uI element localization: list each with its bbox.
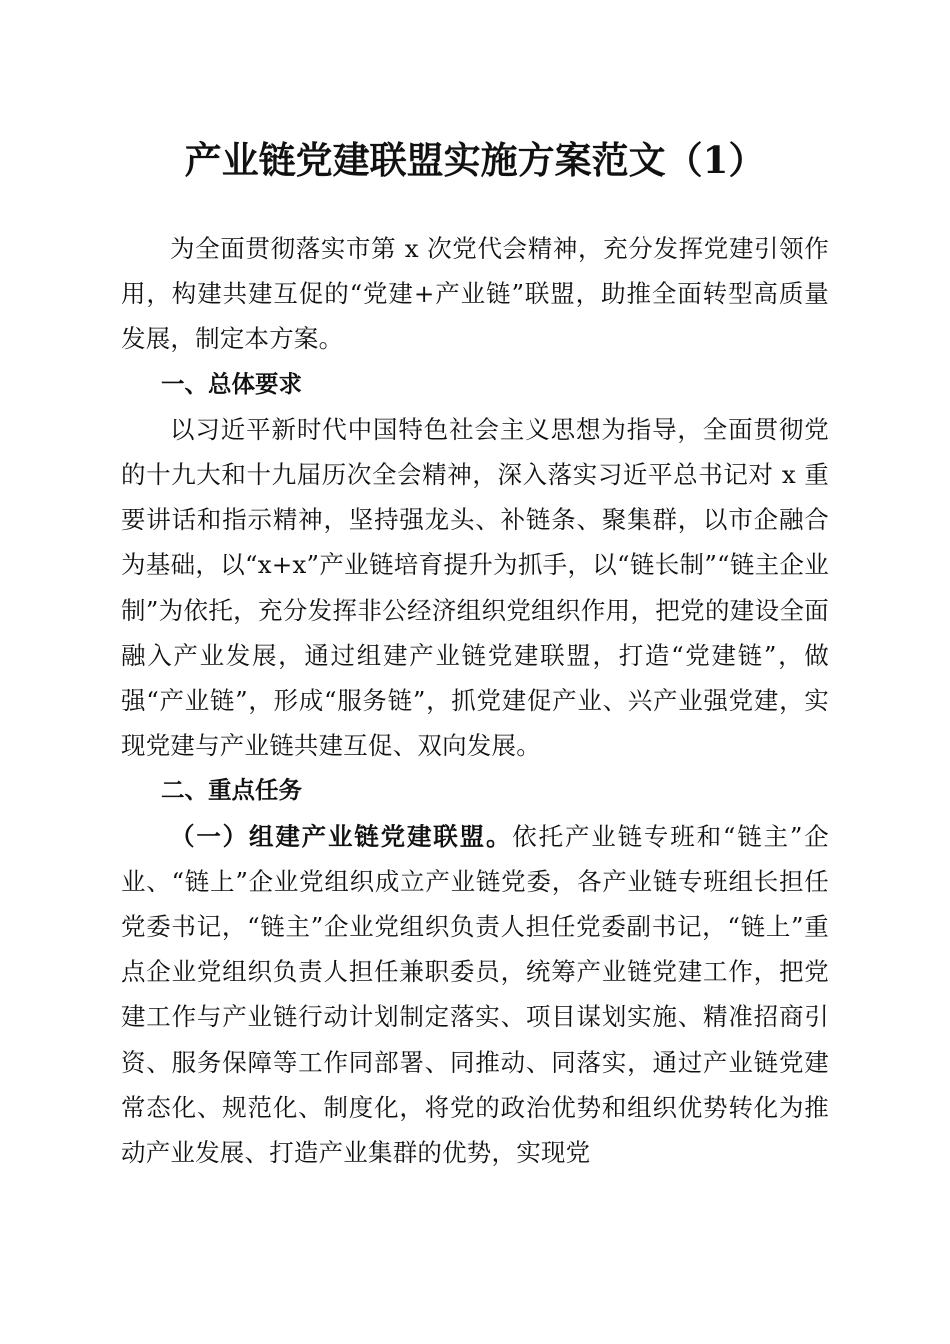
key-task-1-paragraph bbox=[121, 814, 829, 1176]
section-heading-key-tasks: 二、重点任务 bbox=[161, 776, 302, 805]
document-body bbox=[121, 226, 829, 1175]
key-task-1-label: （一）组建产业链党建联盟。 bbox=[170, 821, 513, 851]
intro-paragraph: 为全面贯彻落实市第 x 次党代会精神，充分发挥党建引领作用，构建共建互促的“党建+产业链”联盟，助推全面转型高质量发展，制定本方案。 bbox=[121, 234, 829, 354]
general-requirements-paragraph: 以习近平新时代中国特色社会主义思想为指导，全面贯彻党的十九大和十九届历次全会精神，深入落实习近平总书记对 x 重要讲话和指示精神，坚持强龙头、补链条、聚集群，以市企融合为基础，以“x+x”产业链培育提升为抓手，以“链长制”“链主企业制”为依托，充分发挥非公经济组织党组织作用，把党的建设全面融入产业发展，通过组建产业链党建联盟，打造“党建链”，做强“产业链”，形成“服务链”，抓党建促产业、兴产业强党建，实现党建与产业链共建互促、双向发展。 bbox=[121, 414, 829, 761]
document-title: 产业链党建联盟实施方案范文（1） bbox=[184, 138, 766, 182]
section-heading-general-requirements: 一、总体要求 bbox=[161, 369, 302, 398]
key-task-1-text: 依托产业链专班和“链主”企业、“链上”企业党组织成立产业链党委，各产业链专班组长担任党委书记，“链主”企业党组织负责人担任党委副书记，“链上”重点企业党组织负责人担任兼职委员，统筹产业链党建工作，把党建工作与产业链行动计划制定落实、项目谋划实施、精准招商引资、服务保障等工作同部署、同推动、同落实，通过产业链党建常态化、规范化、制度化，将党的政治优势和组织优势转化为推动产业发展、打造产业集群的优势，实现党 bbox=[121, 821, 829, 1168]
